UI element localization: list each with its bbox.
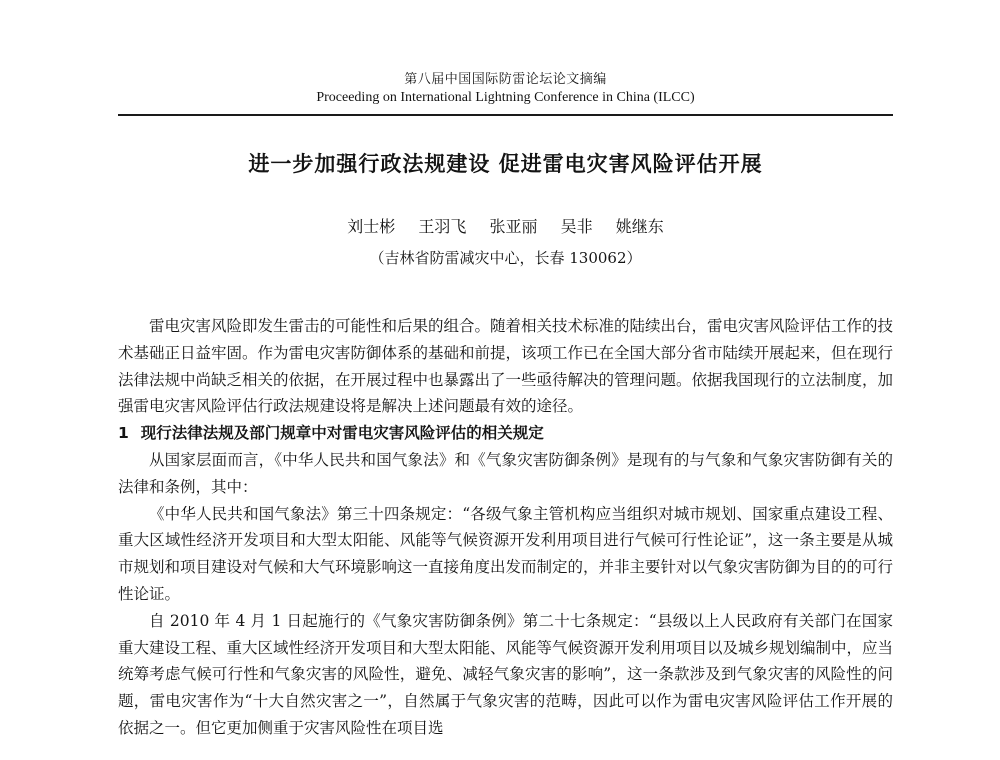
header-english-title: Proceeding on International Lightning Conference in China (ILCC) [316, 90, 695, 105]
author-name: 刘士彬 [347, 217, 396, 236]
abstract-paragraph: 雷电灾害风险即发生雷击的可能性和后果的组合。随着相关技术标准的陆续出台，雷电灾害风险评估工作的技术基础正日益牢固。作为雷电灾害防御体系的基础和前提，该项工作已在全国大部分省市陆续开展起来，但在现行法律法规中尚缺乏相关的依据，在开展过程中也暴露出了一些亟待解决的管理问题。依据我国现行的立法制度，加强雷电灾害风险评估行政法规建设将是解决上述问题最有效的途径。 [118, 317, 894, 416]
section-heading [118, 420, 893, 447]
author-name: 吴非 [560, 217, 593, 236]
body-paragraph: 《中华人民共和国气象法》第三十四条规定：“各级气象主管机构应当组织对城市规划、国家重点建设工程、重大区域性经济开发项目和大型太阳能、风能等气候资源开发利用项目进行气候可行性论证”，这一条主要是从城市规划和项目建设对气候和大气环境影响这一直接角度出发而制定的，并非主要针对以气象灾害防御为目的的可行性论证。 [118, 504, 894, 603]
section-title: 现行法律法规及部门规章中对雷电灾害风险评估的相关规定 [140, 424, 544, 443]
header-divider [118, 114, 893, 116]
running-header [118, 71, 893, 107]
body-paragraph: 自 2010 年 4 月 1 日起施行的《气象灾害防御条例》第二十七条规定：“县级以上人民政府有关部门在国家重大建设工程、重大区域性经济开发项目和大型太阳能、风能等气候资源开发利用项目以及城乡规划编制中，应当统筹考虑气候可行性和气象灾害的风险性，避免、减轻气象灾害的影响”，这一条款涉及到气象灾害的风险性的问题，雷电灾害作为“十大自然灾害之一”，自然属于气象灾害的范畴，因此可以作为雷电灾害风险评估工作开展的依据之一。但它更加侧重于灾害风险性在项目选 [118, 611, 894, 737]
author-name: 王羽飞 [418, 217, 467, 236]
header-chinese-title: 第八届中国国际防雷论坛论文摘编 [404, 72, 607, 87]
paper-title: 进一步加强行政法规建设 促进雷电灾害风险评估开展 [248, 152, 763, 176]
author-list [118, 215, 893, 239]
section-number: 1 [118, 424, 129, 443]
paper-body [118, 313, 893, 742]
author-name: 姚继东 [615, 217, 664, 236]
author-name: 张亚丽 [489, 217, 538, 236]
author-affiliation: （吉林省防雷减灾中心，长春 130062） [369, 249, 642, 267]
body-paragraph: 从国家层面而言，《中华人民共和国气象法》和《气象灾害防御条例》是现有的与气象和气象灾害防御有关的法律和条例，其中： [118, 450, 893, 496]
